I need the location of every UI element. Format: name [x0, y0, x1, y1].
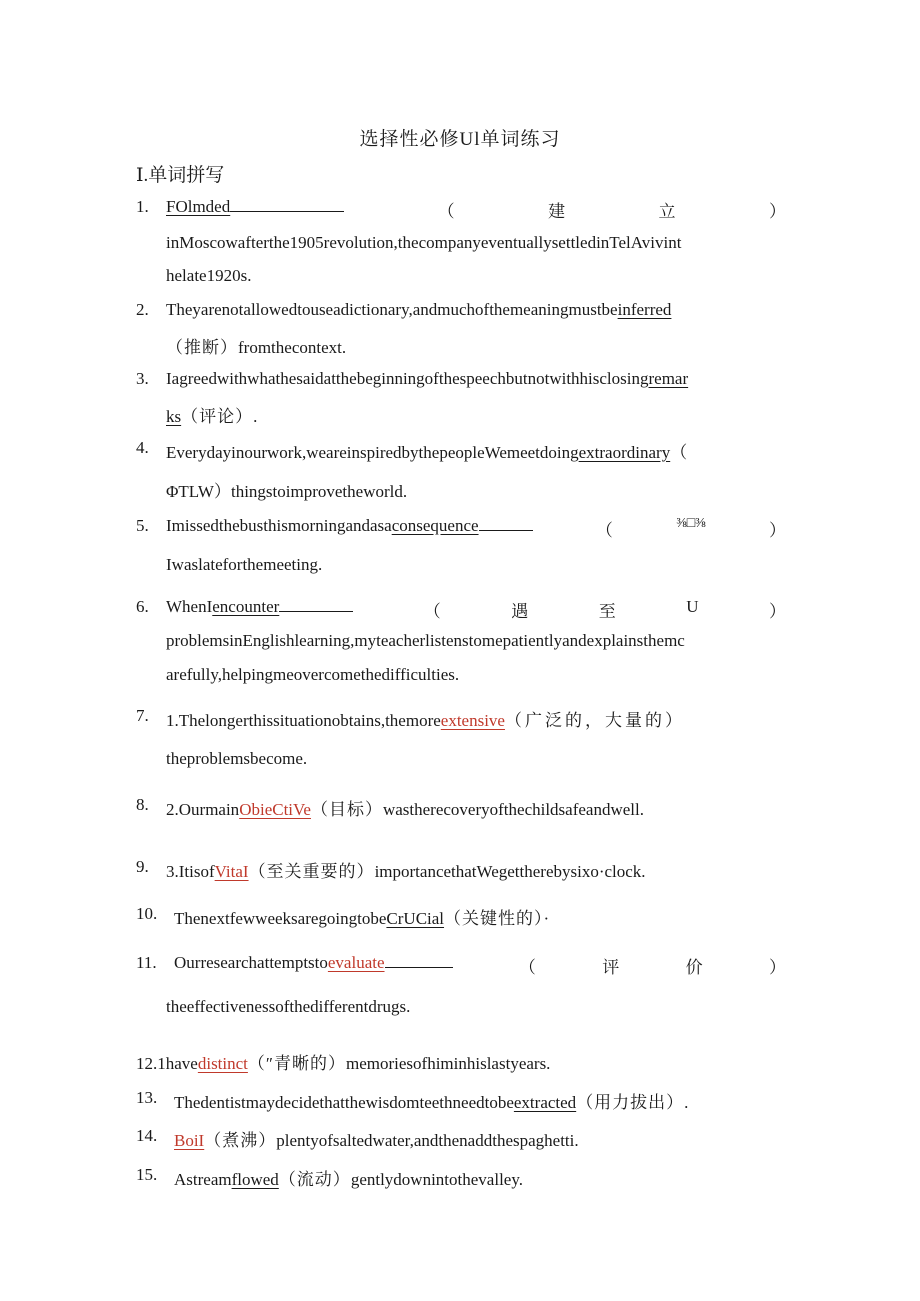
item-number: 12.1have	[136, 1054, 198, 1073]
answer: BoiI	[174, 1131, 205, 1150]
sentence-text: Iagreedwithwhathesaidatthebeginningofthespeechbutnotwithhisclosing	[166, 369, 649, 388]
line: problemsinEnglishlearning,myteacherlistenstomepatientlyandexplainsthemc	[166, 631, 685, 650]
answer: inferred	[617, 300, 672, 319]
item-number: 1.	[136, 197, 149, 216]
gloss: （	[518, 958, 536, 977]
gloss: （推断）	[166, 338, 238, 357]
sentence-text: plentyofsaltedwater,andthenaddthespaghetti.	[276, 1131, 579, 1150]
answer: FOlmded	[166, 197, 231, 216]
sentence-text: 2.Ourmain	[166, 800, 240, 819]
sentence-text: thingstoimprovetheworld.	[230, 482, 408, 501]
sentence-text: fromthecontext.	[238, 338, 347, 357]
sentence-text: WhenI	[166, 597, 213, 616]
sentence-text: Imissedthebusthismorningandasa	[166, 516, 392, 535]
item-number: 15.	[136, 1165, 158, 1184]
line: theproblemsbecome.	[166, 749, 308, 768]
gloss: 立	[658, 202, 676, 221]
item-number: 10.	[136, 904, 158, 923]
sentence-text: 1.Thelongerthissituationobtains,themore	[166, 711, 441, 730]
line: helate1920s.	[166, 266, 252, 285]
item-number: 9.	[136, 857, 149, 876]
gloss: 建	[548, 202, 566, 221]
item-number: 6.	[136, 597, 149, 616]
answer: ObieCtiVe	[239, 800, 311, 819]
answer: evaluate	[327, 953, 385, 972]
line: theeffectivenessofthedifferentdrugs.	[166, 997, 411, 1016]
answer: VitaI	[214, 862, 249, 881]
answer: extracted	[513, 1093, 577, 1112]
gloss: （关键性的）·	[444, 909, 551, 928]
sentence-text: gentlydownintothevalley.	[350, 1170, 523, 1189]
sentence-text: Ourresearchattemptsto	[174, 953, 328, 972]
answer: ks	[166, 407, 182, 426]
sentence-text: 3.Itisof	[166, 862, 215, 881]
gloss: （目标）	[310, 800, 383, 819]
gloss: （评论）.	[181, 407, 259, 426]
page-title: 选择性必修Ul单词练习	[359, 129, 561, 150]
answer: encounter	[212, 597, 280, 616]
gloss: U	[686, 597, 699, 616]
answer: CrUCial	[386, 909, 445, 928]
answer: extraordinary	[578, 443, 671, 462]
gloss: ）	[768, 202, 786, 221]
sentence-text: Astream	[174, 1170, 232, 1189]
item-number: 3.	[136, 369, 149, 388]
sentence-text: Thenextfewweeksaregoingtobe	[174, 909, 387, 928]
gloss: ）	[769, 602, 786, 621]
gloss: 遇	[511, 602, 529, 621]
gloss: 至	[598, 602, 616, 621]
line: Iwaslateforthemeeting.	[166, 555, 323, 574]
sentence-text: Thedentistmaydecidethatthewisdomteethneedtobe	[174, 1093, 514, 1112]
section-heading: Ⅰ.单词拼写	[136, 165, 225, 186]
sentence-text: Everydayinourwork,weareinspiredbythepeopleWemeetdoing	[166, 443, 579, 462]
item-number: 8.	[136, 795, 149, 814]
line: inMoscowafterthe1905revolution,thecompanyeventuallysettledinTelAvivint	[166, 233, 682, 252]
answer: flowed	[231, 1170, 279, 1189]
sentence-text: Theyarenotallowedtouseadictionary,andmuchofthemeaningmustbe	[166, 300, 618, 319]
sentence-text: importancethatWegettherebysixo·clock.	[374, 862, 646, 881]
answer: remar	[648, 369, 689, 388]
gloss: （	[423, 602, 441, 621]
gloss: （用力拔出）.	[576, 1093, 690, 1112]
sentence-text: memoriesofhiminhislastyears.	[346, 1054, 551, 1073]
item-number: 14.	[136, 1126, 158, 1145]
line: arefully,helpingmeovercomethedifficulties.	[166, 665, 460, 684]
gloss: （至关重要的）	[248, 862, 375, 881]
gloss: ⅜□⅜	[676, 516, 706, 531]
gloss: （	[437, 202, 455, 221]
gloss: 评	[602, 958, 620, 977]
item-number: 11.	[136, 953, 157, 972]
gloss: ）	[769, 521, 786, 540]
item-number: 5.	[136, 516, 149, 535]
sentence-text: wastherecoveryofthechildsafeandwell.	[382, 800, 644, 819]
gloss: （	[595, 521, 613, 540]
answer: distinct	[197, 1054, 248, 1073]
gloss: （广泛的，大量的）	[504, 711, 685, 730]
item-number: 4.	[136, 438, 149, 457]
gloss: （″青晰的）	[247, 1054, 346, 1073]
item-number: 13.	[136, 1088, 158, 1107]
answer: consequence	[391, 516, 479, 535]
gloss: ）	[768, 958, 786, 977]
gloss: ΦTLW）	[166, 482, 231, 501]
gloss: 价	[685, 958, 703, 977]
answer: extensive	[440, 711, 505, 730]
item-number: 7.	[136, 706, 149, 725]
item-number: 2.	[136, 300, 149, 319]
gloss: （	[670, 443, 688, 462]
gloss: （煮沸）	[204, 1131, 277, 1150]
gloss: （流动）	[278, 1170, 351, 1189]
